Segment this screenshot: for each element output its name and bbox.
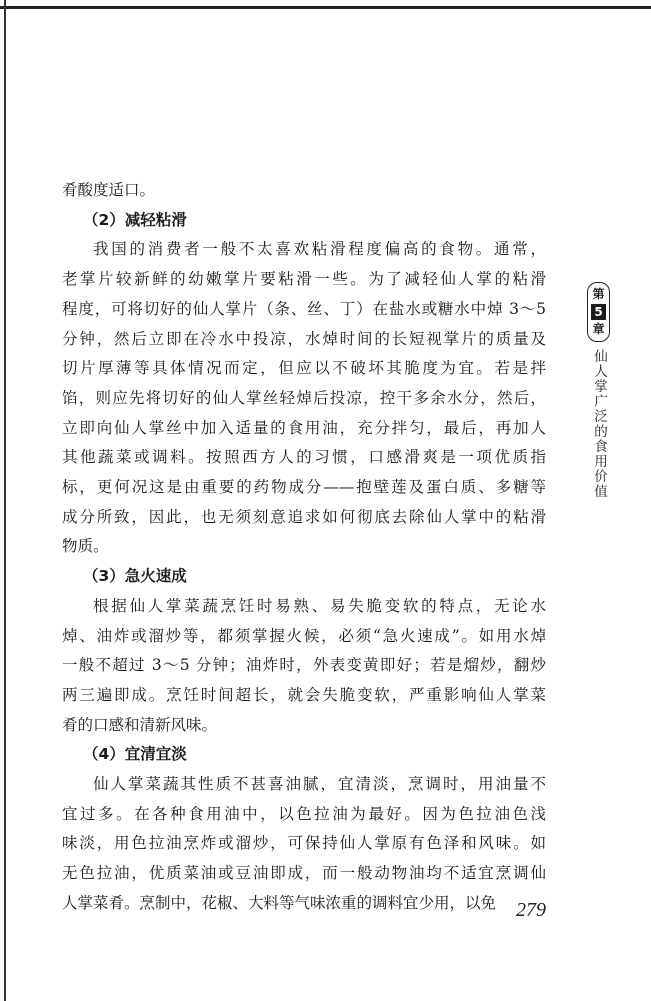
text-line: 味淡，用色拉油烹炸或溜炒，可保持仙人掌原有色泽和风味。如 <box>62 834 546 853</box>
text-line: 立即向仙人掌丝中加入适量的食用油，充分拌匀，最后，再加人 <box>62 418 546 437</box>
text-line: 成分所致，因此，也无须刻意追求如何彻底去除仙人掌中的粘滑 <box>62 507 546 526</box>
chapter-suffix: 章 <box>592 322 605 336</box>
text-line: 程度，可将切好的仙人掌片（条、丝、丁）在盐水或糖水中焯 3～5 <box>62 299 546 318</box>
chapter-badge <box>587 282 610 342</box>
text-line: 一般不超过 3～5 分钟；油炸时，外表变黄即好；若是熘炒，翻炒 <box>62 656 546 675</box>
text-line: 两三遍即成。烹饪时间超长，就会失脆变软，严重影响仙人掌菜 <box>62 685 546 704</box>
text-line: 我国的消费者一般不太喜欢粘滑程度偏高的食物。通常， <box>93 240 546 259</box>
text-line: 焯、油炸或溜炒等，都须掌握火候，必须“急火速成”。如用水焯 <box>62 626 546 645</box>
left-border-rule <box>4 0 6 1001</box>
section-heading: （2）减轻粘滑 <box>83 210 187 229</box>
page-body-text <box>62 176 546 919</box>
section-heading: （4）宜清宜淡 <box>83 745 187 764</box>
text-line: 肴酸度适口。 <box>62 181 156 199</box>
text-line: 物质。 <box>62 537 109 556</box>
text-line: 根据仙人掌菜蔬烹饪时易熟、易失脆变软的特点，无论水 <box>93 596 546 615</box>
chapter-number: 5 <box>591 304 606 320</box>
text-line: 其他蔬菜或调料。按照西方人的习惯，口感滑爽是一项优质指 <box>62 448 546 467</box>
section-heading: （3）急火速成 <box>83 567 187 586</box>
text-line: 切片厚薄等具体情况而定，但应以不破坏其脆度为宜。若是拌 <box>62 359 546 378</box>
text-line: 分钟，然后立即在冷水中投凉，水焯时间的长短视掌片的质量及 <box>62 329 546 348</box>
text-line: 宜过多。在各种食用油中，以色拉油为最好。因为色拉油色浅 <box>62 804 546 823</box>
page-number: 279 <box>516 899 546 921</box>
text-line: 老掌片较新鲜的幼嫩掌片要粘滑一些。为了减轻仙人掌的粘滑 <box>62 270 546 289</box>
text-line: 标，更何况这是由重要的药物成分——抱壁莲及蛋白质、多糖等 <box>62 478 546 497</box>
text-line: 馅，则应先将切好的仙人掌丝轻焯后投凉，控干多余水分，然后， <box>62 388 546 407</box>
top-border-rule <box>0 6 651 9</box>
chapter-prefix: 第 <box>592 287 605 301</box>
text-line: 肴的口感和清新风味。 <box>62 715 218 734</box>
text-line: 仙人掌菜蔬其性质不甚喜油腻，宜清淡，烹调时，用油量不 <box>93 775 546 794</box>
text-line: 人掌菜肴。烹制中，花椒、大料等气味浓重的调料宜少用，以免 <box>62 893 497 912</box>
text-line: 无色拉油，优质菜油或豆油即成，而一般动物油均不适宜烹调仙 <box>62 864 546 883</box>
chapter-title: 仙人掌广泛的食用价值 <box>591 349 607 499</box>
